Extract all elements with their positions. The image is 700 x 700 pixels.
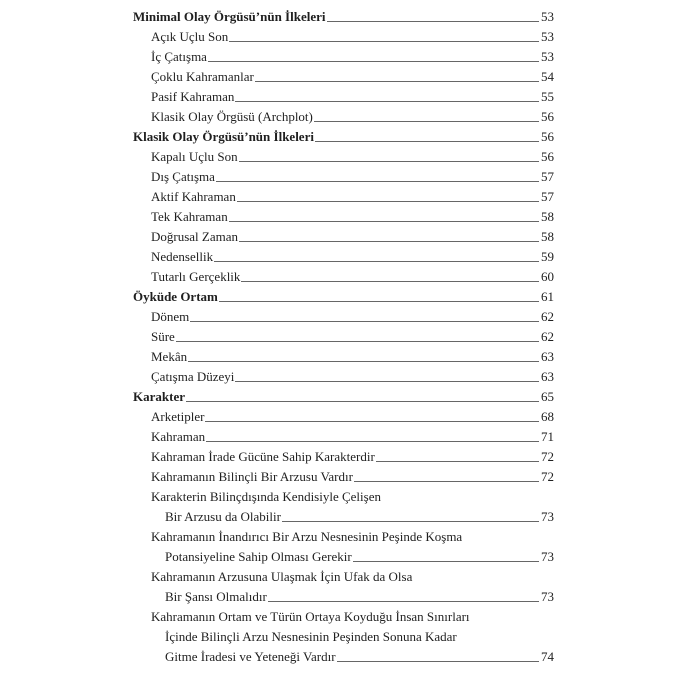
toc-title: Öyküde Ortam (133, 289, 218, 304)
toc-title: Tek Kahraman (151, 209, 228, 224)
toc-entry (133, 227, 554, 247)
toc-page-number: 57 (541, 169, 554, 184)
toc-page-number: 53 (541, 9, 554, 24)
toc-entry-multiline (133, 607, 554, 667)
toc-page-number: 73 (541, 509, 554, 524)
dot-leader (235, 381, 539, 382)
dot-leader (186, 401, 539, 402)
toc-entry (133, 167, 554, 187)
toc-title: Minimal Olay Örgüsü’nün İlkeleri (133, 9, 326, 24)
toc-section (133, 287, 554, 307)
dot-leader (206, 441, 539, 442)
toc-entry (133, 407, 554, 427)
toc-entry (133, 67, 554, 87)
toc-entry (133, 347, 554, 367)
toc-page-number: 65 (541, 389, 554, 404)
dot-leader (208, 61, 539, 62)
toc-entry-continuation (151, 587, 554, 607)
toc-page-number: 55 (541, 89, 554, 104)
toc-title: Kahramanın Bilinçli Bir Arzusu Vardır (151, 469, 353, 484)
toc-page-number: 56 (541, 149, 554, 164)
toc-page-number: 58 (541, 229, 554, 244)
toc-entry (133, 87, 554, 107)
dot-leader (255, 81, 539, 82)
dot-leader (327, 21, 540, 22)
toc-page-number: 60 (541, 269, 554, 284)
toc-title: Karakter (133, 389, 185, 404)
toc-section (133, 7, 554, 27)
toc-title-line: Kahramanın Arzusuna Ulaşmak İçin Ufak da Olsa (151, 569, 413, 584)
toc-section (133, 127, 554, 147)
dot-leader (337, 661, 539, 662)
toc-page-number: 73 (541, 589, 554, 604)
toc-title-line: Karakterin Bilinçdışında Kendisiyle Çelişen (151, 489, 381, 504)
toc-page-number: 63 (541, 349, 554, 364)
toc-entry (133, 307, 554, 327)
toc-entry-multiline (133, 527, 554, 567)
toc-page-number: 62 (541, 329, 554, 344)
toc-title: Kahraman (151, 429, 206, 444)
toc-entry (133, 47, 554, 67)
toc-title: Pasif Kahraman (151, 89, 235, 104)
dot-leader (314, 121, 539, 122)
toc-page-number: 59 (541, 249, 554, 264)
toc-entry (133, 147, 554, 167)
toc-title: Doğrusal Zaman (151, 229, 239, 244)
dot-leader (205, 421, 539, 422)
toc-entry (133, 327, 554, 347)
dot-leader (354, 481, 539, 482)
toc-entry-multiline (133, 567, 554, 607)
toc-page-number: 57 (541, 189, 554, 204)
toc-page-number: 71 (541, 429, 554, 444)
toc-page-number: 74 (541, 649, 554, 664)
toc-title: Açık Uçlu Son (151, 29, 229, 44)
dot-leader (219, 301, 539, 302)
toc-page-number: 62 (541, 309, 554, 324)
toc-entry (133, 267, 554, 287)
toc-title: İç Çatışma (151, 49, 207, 64)
dot-leader (176, 341, 539, 342)
dot-leader (282, 521, 539, 522)
toc-page-number: 53 (541, 49, 554, 64)
toc-entry (133, 187, 554, 207)
toc-title: Klasik Olay Örgüsü’nün İlkeleri (133, 129, 314, 144)
toc-entry (133, 107, 554, 127)
toc-title: Çatışma Düzeyi (151, 369, 235, 384)
toc-page-number: 72 (541, 449, 554, 464)
toc-title: Nedensellik (151, 249, 214, 264)
toc-title: Kahraman İrade Gücüne Sahip Karakterdir (151, 449, 375, 464)
toc-entry-multiline (133, 487, 554, 527)
dot-leader (376, 461, 539, 462)
toc-page-number: 61 (541, 289, 554, 304)
toc-title: Kapalı Uçlu Son (151, 149, 238, 164)
table-of-contents (133, 7, 554, 667)
toc-title: Potansiyeline Sahip Olması Gerekir (165, 549, 352, 564)
toc-page-number: 73 (541, 549, 554, 564)
toc-title-line: Kahramanın İnandırıcı Bir Arzu Nesnesinin Peşinde Koşma (151, 529, 463, 544)
toc-title: Süre (151, 329, 175, 344)
dot-leader (235, 101, 539, 102)
dot-leader (216, 181, 539, 182)
dot-leader (229, 221, 539, 222)
toc-section (133, 387, 554, 407)
dot-leader (315, 141, 539, 142)
toc-title: Dış Çatışma (151, 169, 215, 184)
dot-leader (237, 201, 539, 202)
dot-leader (188, 361, 539, 362)
toc-title: Bir Şansı Olmalıdır (165, 589, 267, 604)
toc-entry (133, 247, 554, 267)
toc-entry (133, 447, 554, 467)
toc-entry (133, 27, 554, 47)
toc-title-line: İçinde Bilinçli Arzu Nesnesinin Peşinden Sonuna Kadar (165, 629, 457, 644)
toc-title: Dönem (151, 309, 190, 324)
dot-leader (214, 261, 539, 262)
toc-title: Tutarlı Gerçeklik (151, 269, 241, 284)
dot-leader (190, 321, 539, 322)
toc-title-line: Kahramanın Ortam ve Türün Ortaya Koyduğu İnsan Sınırları (151, 609, 470, 624)
toc-title: Çoklu Kahramanlar (151, 69, 254, 84)
toc-title: Bir Arzusu da Olabilir (165, 509, 281, 524)
toc-entry-continuation (151, 647, 554, 667)
toc-entry (133, 207, 554, 227)
toc-page-number: 68 (541, 409, 554, 424)
dot-leader (268, 601, 539, 602)
dot-leader (229, 41, 539, 42)
toc-entry (133, 367, 554, 387)
toc-entry-continuation (151, 547, 554, 567)
toc-page-number: 53 (541, 29, 554, 44)
toc-page-number: 72 (541, 469, 554, 484)
toc-entry (133, 467, 554, 487)
toc-title: Gitme İradesi ve Yeteneği Vardır (165, 649, 336, 664)
toc-page-number: 56 (541, 109, 554, 124)
toc-page-number: 63 (541, 369, 554, 384)
toc-title: Klasik Olay Örgüsü (Archplot) (151, 109, 313, 124)
toc-title: Aktif Kahraman (151, 189, 236, 204)
toc-entry (133, 427, 554, 447)
toc-title: Mekân (151, 349, 188, 364)
dot-leader (353, 561, 539, 562)
toc-page-number: 54 (541, 69, 554, 84)
dot-leader (241, 281, 539, 282)
toc-entry-continuation (151, 507, 554, 527)
toc-page-number: 58 (541, 209, 554, 224)
dot-leader (239, 241, 539, 242)
toc-page-number: 56 (541, 129, 554, 144)
toc-title: Arketipler (151, 409, 205, 424)
dot-leader (239, 161, 539, 162)
